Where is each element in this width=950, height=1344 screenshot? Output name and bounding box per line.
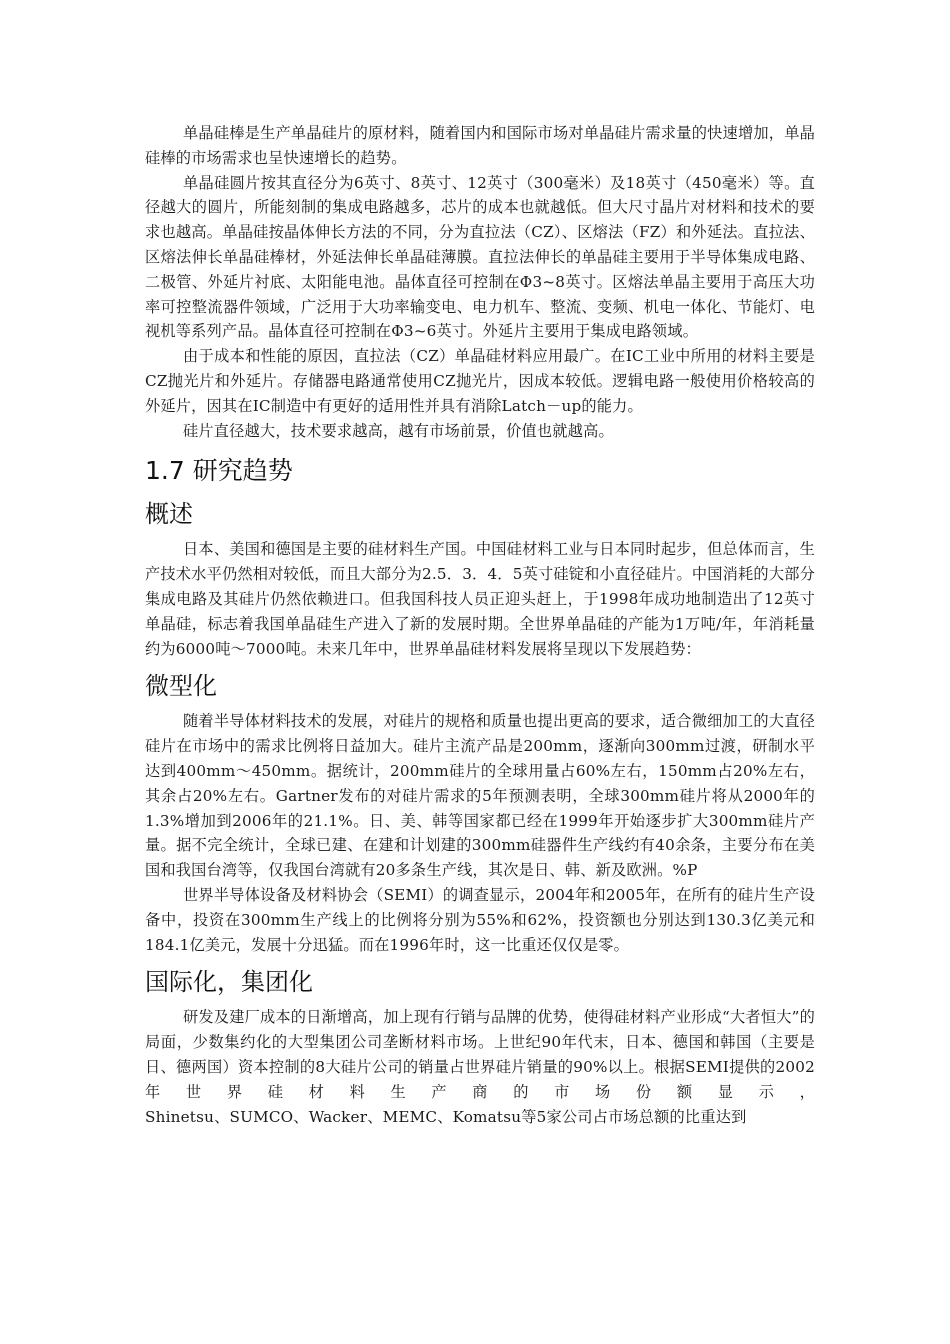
overview-paragraph: 日本、美国和德国是主要的硅材料生产国。中国硅材料工业与日本同时起步，但总体而言，生产技术水平仍然相对较低，而且大部分为2.5．3．4．5英寸硅锭和小直径硅片。中国消耗的大部分集成电路及其硅片仍然依赖进口。但我国科技人员正迎头赶上，于1998年成功地制造出了12英寸单晶硅，标志着我国单晶硅生产进入了新的发展时期。全世界单晶硅的产能为1万吨/年，年消耗量约为6000吨～7000吨。未来几年中，世界单晶硅材料发展将呈现以下发展趋势： [145,540,815,658]
miniaturization-paragraph-2: 世界半导体设备及材料协会（SEMI）的调查显示，2004年和2005年，在所有的硅片生产设备中，投资在300mm生产线上的比例将分别为55%和62%，投资额也分别达到130.3亿美元和184.1亿美元，发展十分迅猛。而在1996年时，这一比重还仅仅是零。 [145,885,815,954]
section-title: 1.7 研究趋势 [145,456,293,486]
intro-paragraph-3: 由于成本和性能的原因，直拉法（CZ）单晶硅材料应用最广。在IC工业中所用的材料主要是CZ抛光片和外延片。存储器电路通常使用CZ抛光片，因成本较低。逻辑电路一般使用价格较高的外延片，因其在IC制造中有更好的适用性并具有消除Latch－up的能力。 [145,347,815,415]
intro-paragraph-4: 硅片直径越大，技术要求越高，越有市场前景，价值也就越高。 [183,421,614,440]
internationalization-heading: 国际化，集团化 [145,968,313,997]
internationalization-paragraph-continued: Shinetsu、SUMCO、Wacker、MEMC、Komatsu等5家公司占市场总额的比重达到 [145,1107,747,1126]
internationalization-paragraph: 研发及建厂成本的日渐增高，加上现有行销与品牌的优势，使得硅材料产业形成“大者恒大”的局面，少数集约化的大型集团公司垄断材料市场。上世纪90年代末，日本、德国和韩国（主要是日、德两国）资本控制的8大硅片公司的销量占世界硅片销量的90%以上。根据SEMI提供的2002年世界硅材料生产商的市场份额显示， [145,1008,815,1101]
miniaturization-heading: 微型化 [145,672,217,701]
intro-paragraph-2: 单晶硅圆片按其直径分为6英寸、8英寸、12英寸（300毫米）及18英寸（450毫米）等。直径越大的圆片，所能刻制的集成电路越多，芯片的成本也就越低。但大尺寸晶片对材料和技术的要求也越高。单晶硅按晶体伸长方法的不同，分为直拉法（CZ）、区熔法（FZ）和外延法。直拉法、区熔法伸长单晶硅棒材，外延法伸长单晶硅薄膜。直拉法伸长的单晶硅主要用于半导体集成电路、二极管、外延片衬底、太阳能电池。晶体直径可控制在Φ3~8英寸。区熔法单晶主要用于高压大功率可控整流器件领域，广泛用于大功率输变电、电力机车、整流、变频、机电一体化、节能灯、电视机等系列产品。晶体直径可控制在Φ3~6英寸。外延片主要用于集成电路领域。 [145,173,815,341]
intro-paragraph-1: 单晶硅棒是生产单晶硅片的原材料，随着国内和国际市场对单晶硅片需求量的快速增加，单晶硅棒的市场需求也呈快速增长的趋势。 [145,124,815,167]
document-page [145,121,815,1129]
overview-heading: 概述 [145,500,193,529]
miniaturization-paragraph-1: 随着半导体材料技术的发展，对硅片的规格和质量也提出更高的要求，适合微细加工的大直径硅片在市场中的需求比例将日益加大。硅片主流产品是200mm，逐渐向300mm过渡，研制水平达到400mm～450mm。据统计，200mm硅片的全球用量占60%左右，150mm占20%左右，其余占20%左右。Gartner发布的对硅片需求的5年预测表明，全球300mm硅片将从2000年的1.3%增加到2006年的21.1%。日、美、韩等国家都已经在1999年开始逐步扩大300mm硅片产量。据不完全统计，全球已建、在建和计划建的300mm硅器件生产线约有40余条，主要分布在美国和我国台湾等，仅我国台湾就有20多条生产线，其次是日、韩、新及欧洲。%P [145,712,815,880]
